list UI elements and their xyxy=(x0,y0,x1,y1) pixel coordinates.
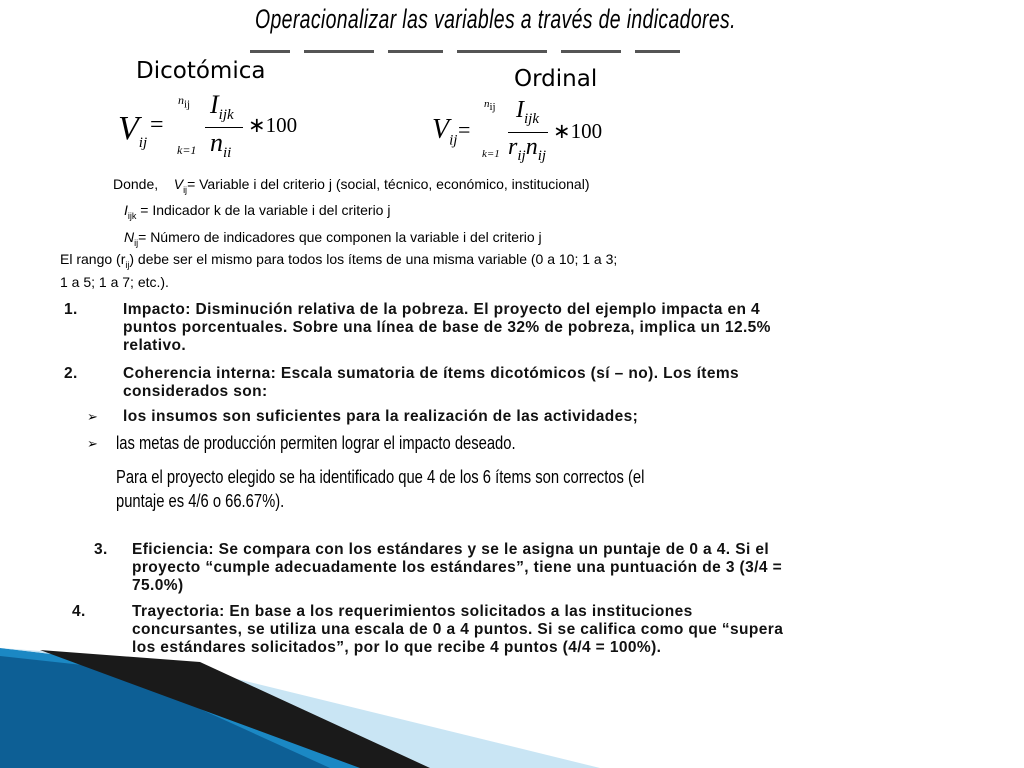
fraction-denominator: $n_{ii}$ xyxy=(210,128,232,162)
item-number-3: 3. xyxy=(94,541,108,558)
definition-i: $I_{ijk}$ = Indicador k de la variable i del criterio j xyxy=(124,202,391,221)
sum-lower-limit: k=1 xyxy=(177,143,197,157)
item-4-text: Trayectoria: En base a los requerimientos solicitados a las instituciones concursantes, se utiliza una escala de 0 a 4 puntos. Si se califica como que “supera los estándares solicitados”, por lo que recibe 4 puntos (4/4 = 100%). xyxy=(132,603,784,656)
formula-times-100: ∗100 xyxy=(553,119,603,143)
sum-upper-limit: $n_{ij}$ xyxy=(484,98,496,114)
formula-lhs: $V_{ij}$ xyxy=(118,110,148,151)
item-1-text: Impacto: Disminución relativa de la pobreza. El proyecto del ejemplo impacta en 4 puntos porcentuales. Sobre una línea de base de 32% de pobreza, implica un 12.5% relativo. xyxy=(123,301,771,354)
bullet-2-text: las metas de producción permiten lograr el impacto deseado. xyxy=(116,433,516,453)
definition-n: $N_{ij}=$ Número de indicadores que componen la variable i del criterio j xyxy=(124,229,542,248)
page-title: Operacionalizar las variables a través de indicadores. xyxy=(255,4,736,34)
item-3-text: Eficiencia: Se compara con los estándares y se le asigna un puntaje de 0 a 4. Si el proyecto “cumple adecuadamente los estándares”, tiene una puntuación de 3 (3/4 = 75.0%) xyxy=(132,541,783,594)
formula-lhs: $V_{ij}$ xyxy=(432,114,458,149)
item-2-text: Coherencia interna: Escala sumatoria de ítems dicotómicos (sí – no). Los ítems considerados son: xyxy=(123,365,740,400)
item-number-1: 1. xyxy=(64,301,78,318)
arrow-bullet-icon: ➢ xyxy=(87,409,98,424)
definition-v: Donde, $V_{ij}=$ Variable i del criterio j (social, técnico, económico, institucional) xyxy=(113,176,590,195)
sum-lower-limit: k=1 xyxy=(482,148,500,160)
sum-upper-limit: $n_{ij}$ xyxy=(178,93,191,111)
label-ordinal: Ordinal xyxy=(514,66,598,92)
formula-times-100: ∗100 xyxy=(248,113,298,137)
result-paragraph: Para el proyecto elegido se ha identificado que 4 de los 6 ítems son correctos (el puntaje es 4/6 o 66.67%). xyxy=(116,467,645,511)
fraction-numerator: $I_{ijk}$ xyxy=(210,90,234,124)
bullet-1-text: los insumos son suficientes para la realización de las actividades; xyxy=(123,408,639,425)
formula-equals: = xyxy=(458,117,471,142)
item-number-4: 4. xyxy=(72,603,86,620)
fraction-denominator: $r_{ij}n_{ij}$ xyxy=(508,134,547,164)
label-dicotomica: Dicotómica xyxy=(136,58,266,84)
arrow-bullet-icon: ➢ xyxy=(87,436,98,451)
item-number-2: 2. xyxy=(64,365,78,382)
formula-equals: = xyxy=(150,112,164,138)
fraction-numerator: $I_{ijk}$ xyxy=(516,97,539,127)
rango-note: El rango $(r_{ij})$ debe ser el mismo para todos los ítems de una misma variable (0 a 10; 1 a 3; 1 a 5; 1 a 7; etc.). xyxy=(60,251,618,290)
